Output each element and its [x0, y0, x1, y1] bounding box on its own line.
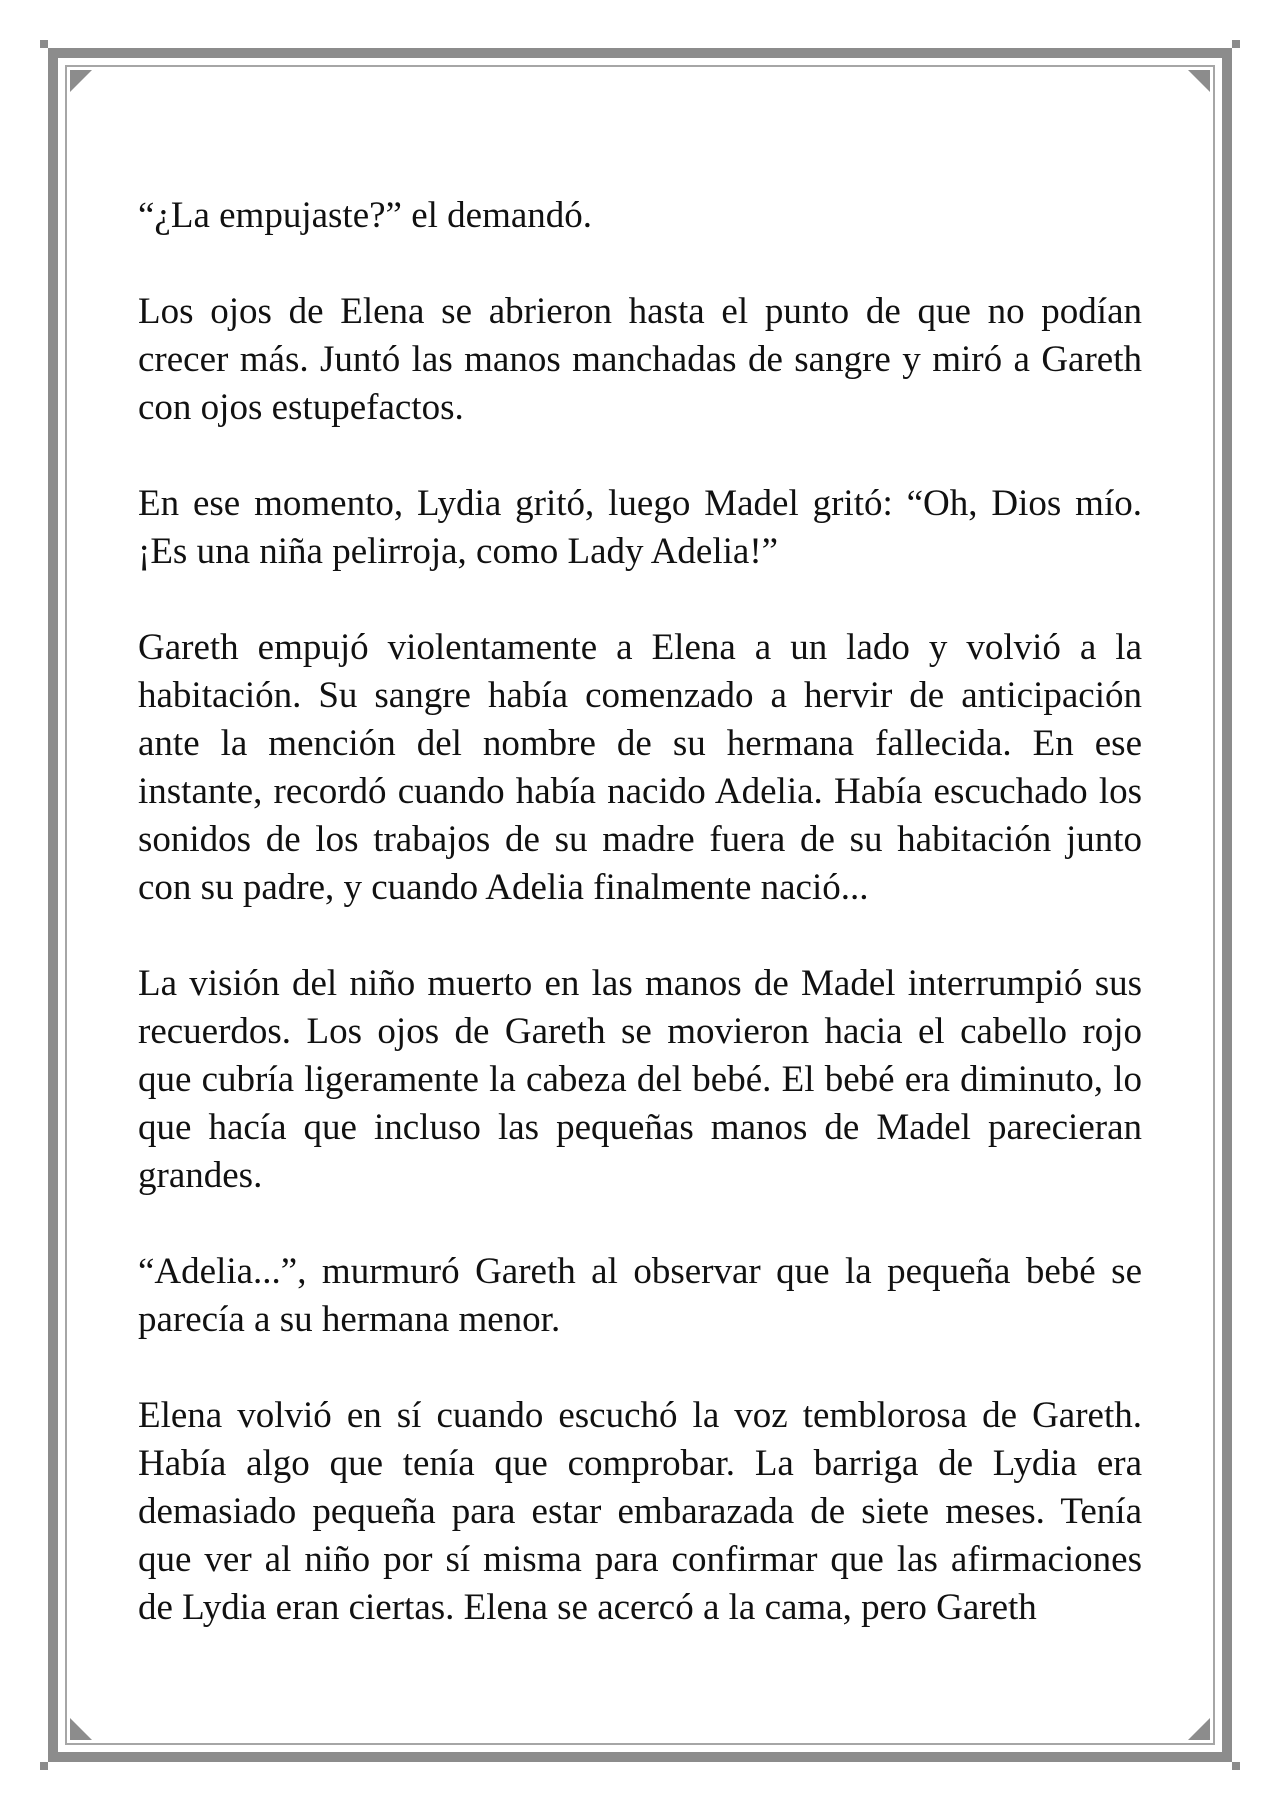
frame-left-bar — [48, 48, 58, 1762]
paragraph: “¿La empujaste?” el demandó. — [138, 195, 593, 236]
frame-bottom-bar — [48, 1752, 1232, 1762]
document-body — [138, 192, 1142, 1632]
paragraph: Los ojos de Elena se abrieron hasta el punto de que no podían crecer más. Juntó las manos manchadas de sangre y miró a Gareth con ojos estupefactos. — [138, 291, 1142, 428]
paragraph: Elena volvió en sí cuando escuchó la voz temblorosa de Gareth. Había algo que tenía que comprobar. La barriga de Lydia era demasiado pequeña para estar embarazada de siete meses. Tenía que ver al niño por sí misma para confirmar que las afirmaciones de Lydia eran ciertas. Elena se acercó a la cama, pero Gareth — [138, 1395, 1142, 1628]
frame-right-bar — [1222, 48, 1232, 1762]
paragraph: La visión del niño muerto en las manos de Madel interrumpió sus recuerdos. Los ojos de Gareth se movieron hacia el cabello rojo que cubría ligeramente la cabeza del bebé. El bebé era diminuto, lo que hacía que incluso las pequeñas manos de Madel parecieran grandes. — [138, 963, 1142, 1196]
paragraph: Gareth empujó violentamente a Elena a un lado y volvió a la habitación. Su sangre había comenzado a hervir de anticipación ante la mención del nombre de su hermana fallecida. En ese instante, recordó cuando había nacido Adelia. Había escuchado los sonidos de los trabajos de su madre fuera de su habitación junto con su padre, y cuando Adelia finalmente nació... — [138, 627, 1142, 908]
frame-top-bar — [48, 48, 1232, 58]
paragraph: “Adelia...”, murmuró Gareth al observar que la pequeña bebé se parecía a su hermana menor. — [138, 1251, 1142, 1340]
paragraph: En ese momento, Lydia gritó, luego Madel gritó: “Oh, Dios mío. ¡Es una niña pelirroja, como Lady Adelia!” — [138, 483, 1142, 572]
